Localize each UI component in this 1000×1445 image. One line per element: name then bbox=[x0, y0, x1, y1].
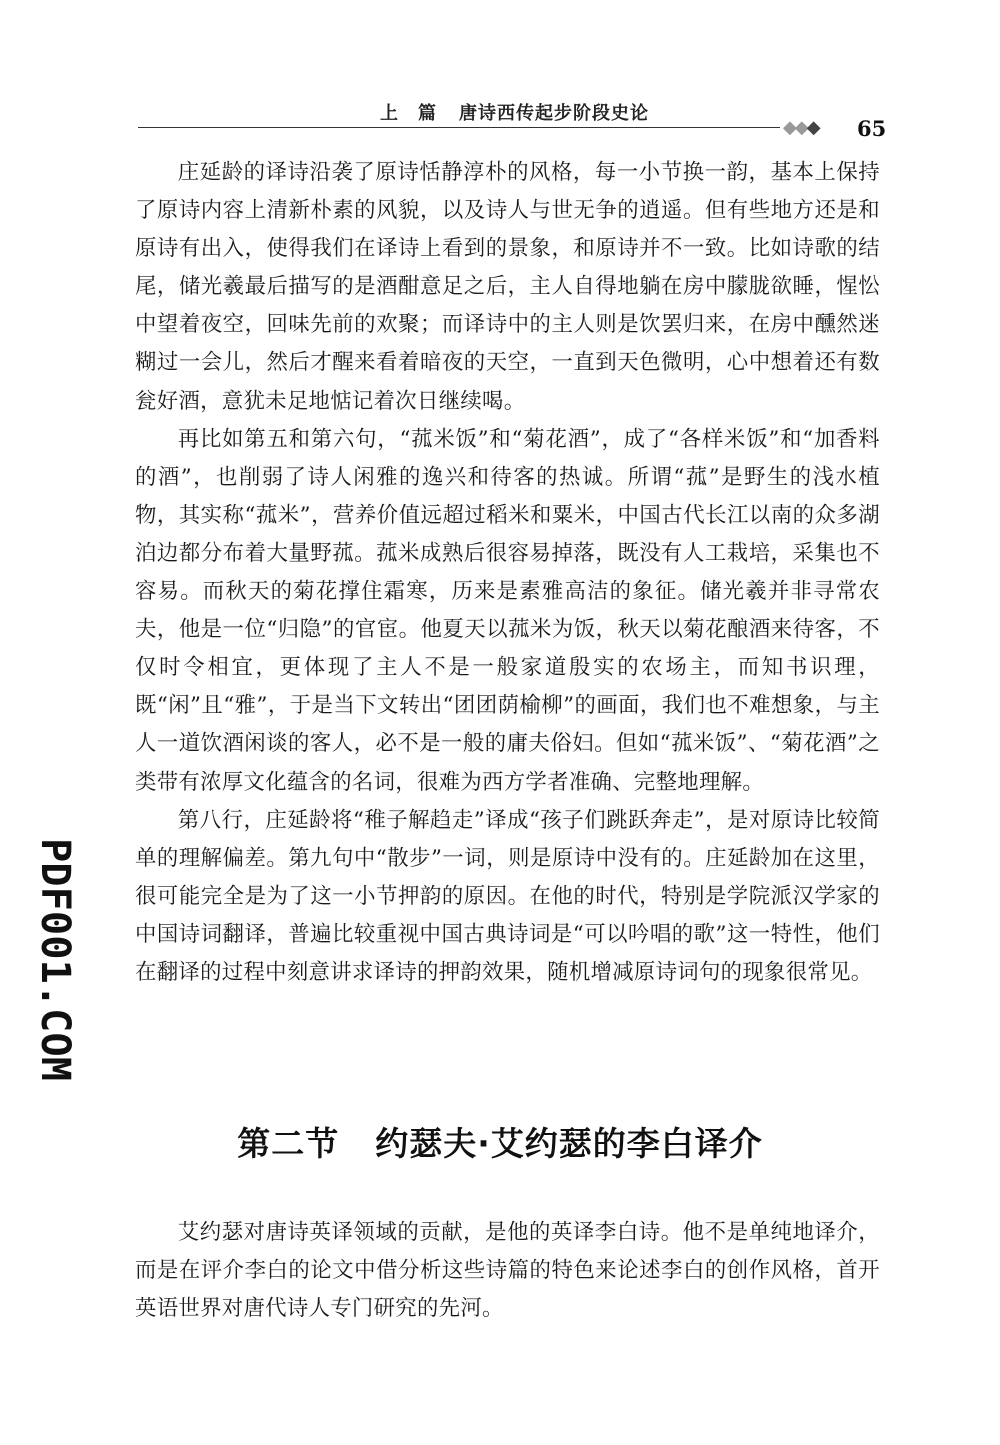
section-title: 约瑟夫·艾约瑟的李白译介 bbox=[375, 1124, 763, 1163]
watermark-text: PDF001.COM bbox=[32, 838, 78, 1079]
header-rule bbox=[138, 127, 780, 128]
section-body-text bbox=[135, 1214, 880, 1328]
header-part: 上 篇 bbox=[380, 103, 437, 124]
page-number: 65 bbox=[857, 116, 887, 141]
paragraph: 艾约瑟对唐诗英译领域的贡献，是他的英译李白诗。他不是单纯地译介，而是在评介李白的论文中借分析这些诗篇的特色来论述李白的创作风格，首开英语世界对唐代诗人专门研究的先河。 bbox=[135, 1220, 880, 1322]
watermark bbox=[2, 838, 78, 1083]
body-text bbox=[135, 154, 880, 992]
header-title: 唐诗西传起步阶段史论 bbox=[459, 103, 649, 124]
paragraph: 第八行，庄延龄将“稚子解趋走”译成“孩子们跳跃奔走”，是对原诗比较简单的理解偏差。第九句中“散步”一词，则是原诗中没有的。庄延龄加在这里，很可能完全是为了这一小节押韵的原因。在他的时代，特别是学院派汉学家的中国诗词翻译，普遍比较重视中国古典诗词是“可以吟唱的歌”这一特性，他们在翻译的过程中刻意讲求译诗的押韵效果，随机增减原诗词句的现象很常见。 bbox=[135, 807, 880, 985]
section-heading bbox=[0, 1118, 1000, 1165]
running-header bbox=[380, 99, 649, 125]
diamond-ornament-icon: ◆◆◆ bbox=[783, 117, 819, 138]
section-number: 第二节 bbox=[237, 1124, 340, 1163]
paragraph: 再比如第五和第六句，“菰米饭”和“菊花酒”，成了“各样米饭”和“加香料的酒”，也削弱了诗人闲雅的逸兴和待客的热诚。所谓“菰”是野生的浅水植物，其实称“菰米”，营养价值远超过稻米和粟米，中国古代长江以南的众多湖泊边都分布着大量野菰。菰米成熟后很容易掉落，既没有人工栽培，采集也不容易。而秋天的菊花撑住霜寒，历来是素雅高洁的象征。储光羲并非寻常农夫，他是一位“归隐”的官宦。他夏天以菰米为饭，秋天以菊花酿酒来待客，不仅时令相宜，更体现了主人不是一般家道殷实的农场主，而知书识理，既“闲”且“雅”，于是当下文转出“团团荫榆柳”的画面，我们也不难想象，与主人一道饮酒闲谈的客人，必不是一般的庸夫俗妇。但如“菰米饭”、“菊花酒”之类带有浓厚文化蕴含的名词，很难为西方学者准确、完整地理解。 bbox=[135, 426, 880, 795]
paragraph: 庄延龄的译诗沿袭了原诗恬静淳朴的风格，每一小节换一韵，基本上保持了原诗内容上清新朴素的风貌，以及诗人与世无争的逍遥。但有些地方还是和原诗有出入，使得我们在译诗上看到的景象，和原诗并不一致。比如诗歌的结尾，储光羲最后描写的是酒酣意足之后，主人自得地躺在房中朦胧欲睡，惺忪中望着夜空，回味先前的欢聚；而译诗中的主人则是饮罢归来，在房中醺然迷糊过一会儿，然后才醒来看着暗夜的天空，一直到天色微明，心中想着还有数瓮好酒，意犹未足地惦记着次日继续喝。 bbox=[135, 160, 880, 414]
